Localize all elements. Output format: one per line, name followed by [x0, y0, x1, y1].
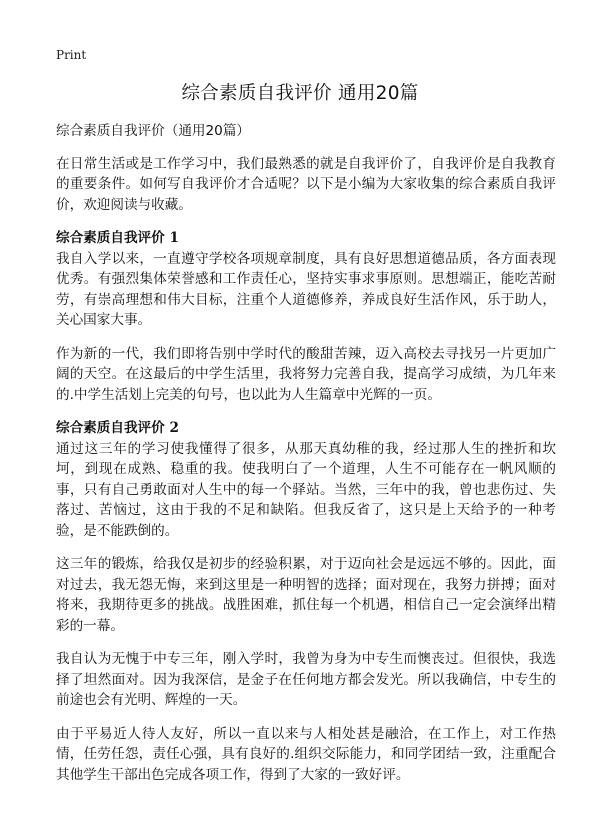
section-2: [56, 418, 556, 785]
section-paragraph: 通过这三年的学习使我懂得了很多，从那天真幼稚的我，经过那人生的挫折和坎坷，到现在成熟、稳重的我。使我明白了一个道理，人生不可能存在一帆风顺的事，只有自己勇敢面对人生中的每一个驿站。当然，三年中的我，曾也悲伤过、失落过、苦恼过，这由于我的不足和缺陷。但我反省了，这只是上天给予的一种考验，是不能跌倒的。: [56, 440, 556, 539]
document-body: [56, 121, 556, 798]
document-subtitle: 综合素质自我评价（通用20篇）: [56, 123, 251, 139]
page-title: 综合素质自我评价 通用20篇: [181, 83, 419, 104]
section-paragraph: 作为新的一代，我们即将告别中学时代的酸甜苦辣，迈入高校去寻找另一片更加广阔的天空。在这最后的中学生活里，我将努力完善自我，提高学习成绩，为几年来的.中学生活划上完美的句号，也以此为人生篇章中光辉的一页。: [56, 345, 556, 403]
section-paragraph: 我自认为无愧于中专三年，刚入学时，我曾为身为中专生而懊丧过。但很快，我选择了坦然面对。因为我深信，是金子在任何地方都会发光。所以我确信，中专生的前途也会有光明、辉煌的一天。: [56, 651, 556, 708]
section-1: [56, 228, 556, 405]
section-paragraph: 这三年的锻炼，给我仅是初步的经验积累，对于迈向社会是远远不够的。因此，面对过去，我无怨无悔，来到这里是一种明智的选择；面对现在，我努力拼搏；面对将来，我期待更多的挑战。战胜困难，抓住每一个机遇，相信自己一定会演绎出精彩的一幕。: [56, 556, 556, 634]
section-heading: 综合素质自我评价 2: [56, 420, 179, 436]
print-link[interactable]: Print: [56, 48, 87, 62]
section-paragraph: 我自入学以来，一直遵守学校各项规章制度，具有良好思想道德品质，各方面表现优秀。有强烈集体荣誉感和工作责任心，坚持实事求事原则。思想端正，能吃苦耐劳，有崇高理想和伟大目标，注重个人道德修养，养成良好生活作风，乐于助人，关心国家大事。: [56, 250, 556, 328]
intro-paragraph: 在日常生活或是工作学习中，我们最熟悉的就是自我评价了，自我评价是自我教育的重要条件。如何写自我评价才合适呢？以下是小编为大家收集的综合素质自我评价，欢迎阅读与收藏。: [56, 155, 556, 213]
section-paragraph: 由于平易近人待人友好，所以一直以来与人相处甚是融洽，在工作上，对工作热情，任劳任怨，责任心强，具有良好的.组织交际能力，和同学团结一致，注重配合其他学生干部出色完成各项工作，得到了大家的一致好评。: [56, 725, 556, 783]
section-heading: 综合素质自我评价 1: [56, 230, 179, 246]
